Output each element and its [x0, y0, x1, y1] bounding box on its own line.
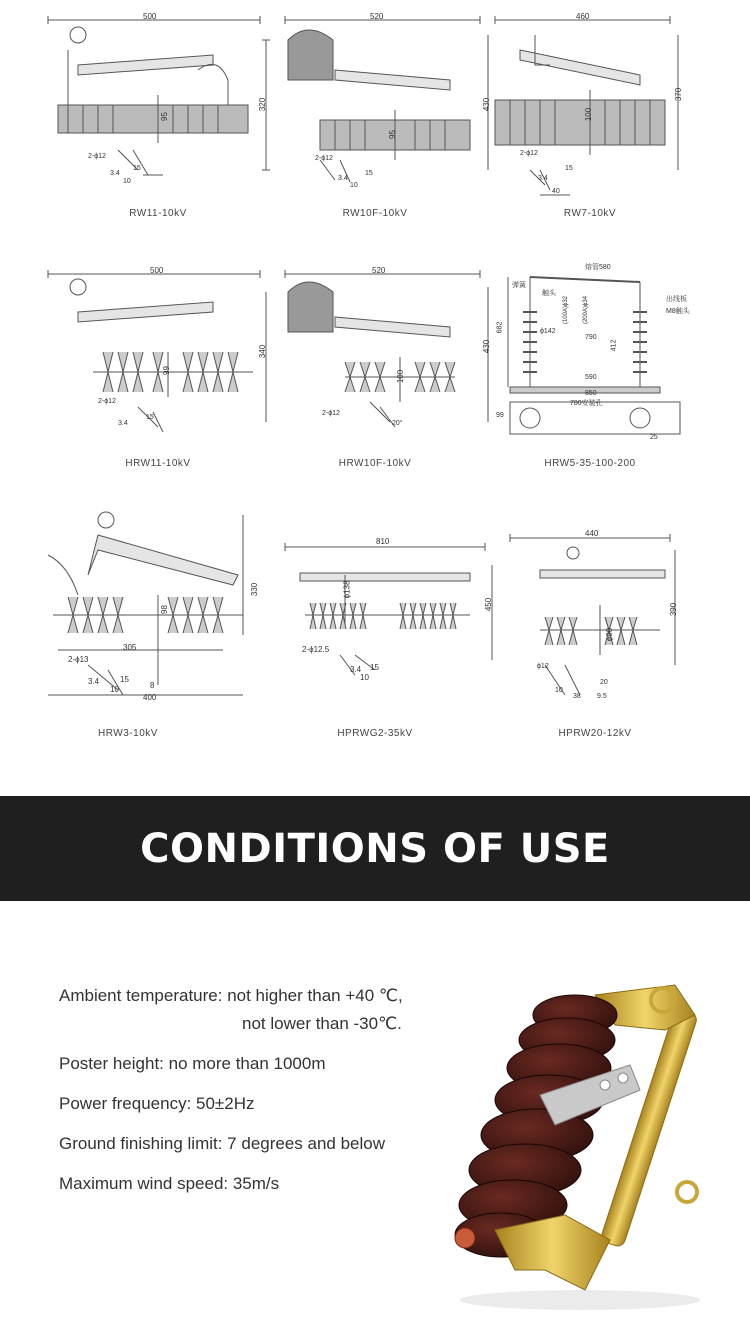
dim-hrw5-spring: 弹簧 [512, 282, 526, 289]
dim-hrw5-99: 99 [496, 412, 504, 419]
drawing-hprwg2 [280, 505, 520, 745]
dim-hrw5-25: 25 [650, 434, 658, 441]
dim-rw7-a: 15 [565, 165, 573, 172]
dim-hprw20-hole: ϕ12 [537, 663, 549, 670]
dim-hrw5-contact: 触头 [542, 290, 556, 297]
dim-rw11-b: 3.4 [110, 170, 120, 177]
dim-hrw5-682: 682 [496, 321, 504, 334]
dim-rw10f-a: 15 [365, 170, 373, 177]
hprw20-schematic [505, 505, 745, 705]
dim-hrw3-a: 15 [120, 675, 129, 684]
fuse-cutout-photo [425, 970, 740, 1325]
dim-hrw5-790: 790 [585, 334, 597, 341]
dim-hrw10f-angle: 20° [392, 420, 403, 427]
caption-hprw20: HPRW20-12kV [558, 728, 632, 739]
dim-hrw3-305: 305 [123, 643, 137, 652]
drawing-hrw3 [38, 505, 278, 745]
dim-rw11-c: 10 [123, 178, 131, 185]
dim-rw7-holes: 2-ϕ12 [520, 150, 538, 157]
dim-hrw3-b: 3.4 [88, 677, 100, 686]
hrw11-schematic [38, 262, 278, 462]
dim-hrw10f-holes: 2-ϕ12 [322, 410, 340, 417]
hrw5-schematic [490, 252, 730, 452]
spec-frequency: Power frequency: 50±2Hz [59, 1094, 255, 1113]
conditions-banner [0, 796, 750, 901]
spec-height: Poster height: no more than 1000m [59, 1054, 326, 1073]
spec-temperature-line2: not lower than -30℃. [242, 1014, 402, 1033]
dim-hprw20-d: 10 [555, 687, 563, 694]
dim-hrw5-phi142: ϕ142 [540, 328, 556, 335]
hrw10f-schematic [280, 262, 520, 462]
hrw3-schematic [38, 505, 278, 705]
dim-hrw3-c: 10 [110, 685, 119, 694]
dim-hrw11-a: 15 [146, 414, 154, 421]
caption-rw11: RW11-10kV [129, 208, 187, 219]
dim-rw10f-b: 3.4 [338, 175, 348, 182]
dim-hprwg2-height: 450 [484, 597, 494, 612]
dim-rw10f-width: 520 [370, 12, 384, 21]
drawing-hprw20 [505, 505, 745, 745]
dim-hrw5-200a: (200A)ϕ34 [583, 295, 590, 325]
dim-hrw5-100a: (100A)ϕ32 [563, 295, 570, 325]
dim-hprwg2-holes: 2-ϕ12.5 [302, 645, 330, 654]
dim-hrw3-holes: 2-ϕ13 [68, 655, 89, 664]
dim-hrw3-d: 8 [150, 681, 155, 690]
caption-hrw5: HRW5-35-100-200 [544, 458, 636, 469]
dim-hprw20-diameter: ϕ90 [605, 627, 615, 642]
dim-hrw11-b: 3.4 [118, 420, 128, 427]
dim-hprw20-a: 20 [600, 679, 608, 686]
spec-temperature-line1: Ambient temperature: not higher than +40 ℃, [59, 986, 403, 1005]
drawing-hrw11 [38, 262, 278, 502]
dim-hrw5-850: 850 [585, 390, 597, 397]
drawing-rw7 [490, 10, 730, 250]
dim-rw10f-c: 10 [350, 182, 358, 189]
drawing-rw11 [38, 10, 278, 250]
dim-rw10f-diameter: 95 [387, 130, 397, 139]
dim-hrw10f-diameter: 100 [396, 369, 406, 384]
dim-hprwg2-b: 3.4 [350, 665, 362, 674]
dim-hrw3-height: 330 [250, 582, 260, 597]
dim-rw11-height: 320 [258, 97, 268, 112]
spec-wind: Maximum wind speed: 35m/s [59, 1174, 280, 1193]
dim-hrw5-780: 780安装孔 [570, 400, 603, 407]
dim-hrw3-400: 400 [143, 693, 157, 702]
dim-hprw20-b: 38 [573, 693, 581, 700]
dim-rw11-width: 500 [143, 12, 157, 21]
caption-hrw11: HRW11-10kV [125, 458, 191, 469]
spec-ground: Ground finishing limit: 7 degrees and below [59, 1134, 386, 1153]
dim-hrw5-tube: 熔管580 [585, 264, 611, 271]
dim-hrw10f-width: 520 [372, 266, 386, 275]
dim-hprwg2-c: 10 [360, 673, 369, 682]
caption-hrw10f: HRW10F-10kV [338, 458, 412, 469]
dim-hprw20-width: 440 [585, 529, 599, 538]
dim-rw7-b: 3.4 [538, 175, 548, 182]
dim-hrw11-holes: 2-ϕ12 [98, 398, 116, 405]
dim-rw7-height: 370 [674, 87, 684, 102]
dim-hrw10f-height: 430 [482, 339, 492, 354]
banner-title: CONDITIONS OF USE [140, 825, 610, 872]
drawing-hrw5 [490, 252, 730, 492]
dim-hprw20-c: 9.5 [597, 693, 607, 700]
dim-hprwg2-width: 810 [376, 537, 390, 546]
dim-hrw5-412: 412 [610, 339, 618, 352]
dim-hprw20-height: 390 [669, 602, 679, 617]
dim-rw7-width: 460 [576, 12, 590, 21]
dim-hrw5-590: 590 [585, 374, 597, 381]
rw11-schematic [38, 10, 278, 210]
dim-rw10f-holes: 2-ϕ12 [315, 155, 333, 162]
dim-hprwg2-a: 15 [370, 663, 379, 672]
dim-rw11-a: 15 [133, 165, 141, 172]
dim-rw11-diameter: 95 [159, 112, 169, 121]
dim-hprwg2-diameter: ϕ138 [342, 580, 352, 599]
caption-rw10f: RW10F-10kV [342, 208, 408, 219]
dim-rw7-diameter: 100 [584, 107, 594, 122]
dim-hrw5-m8: M8触头 [666, 308, 690, 315]
dim-hrw3-diameter: 98 [159, 605, 169, 614]
caption-hrw3: HRW3-10kV [98, 728, 158, 739]
dim-hrw5-outlet: 出线板 [666, 296, 687, 303]
caption-hprwg2: HPRWG2-35kV [337, 728, 413, 739]
caption-rw7: RW7-10kV [563, 208, 617, 219]
dim-rw10f-height: 430 [482, 97, 492, 112]
rw7-schematic [490, 10, 730, 210]
dim-rw11-holes: 2-ϕ12 [88, 153, 106, 160]
dim-hrw11-width: 500 [150, 266, 164, 275]
dim-rw7-c: 40 [552, 188, 560, 195]
dim-hrw11-diameter: 99 [161, 366, 171, 375]
dim-hrw11-height: 340 [258, 344, 268, 359]
